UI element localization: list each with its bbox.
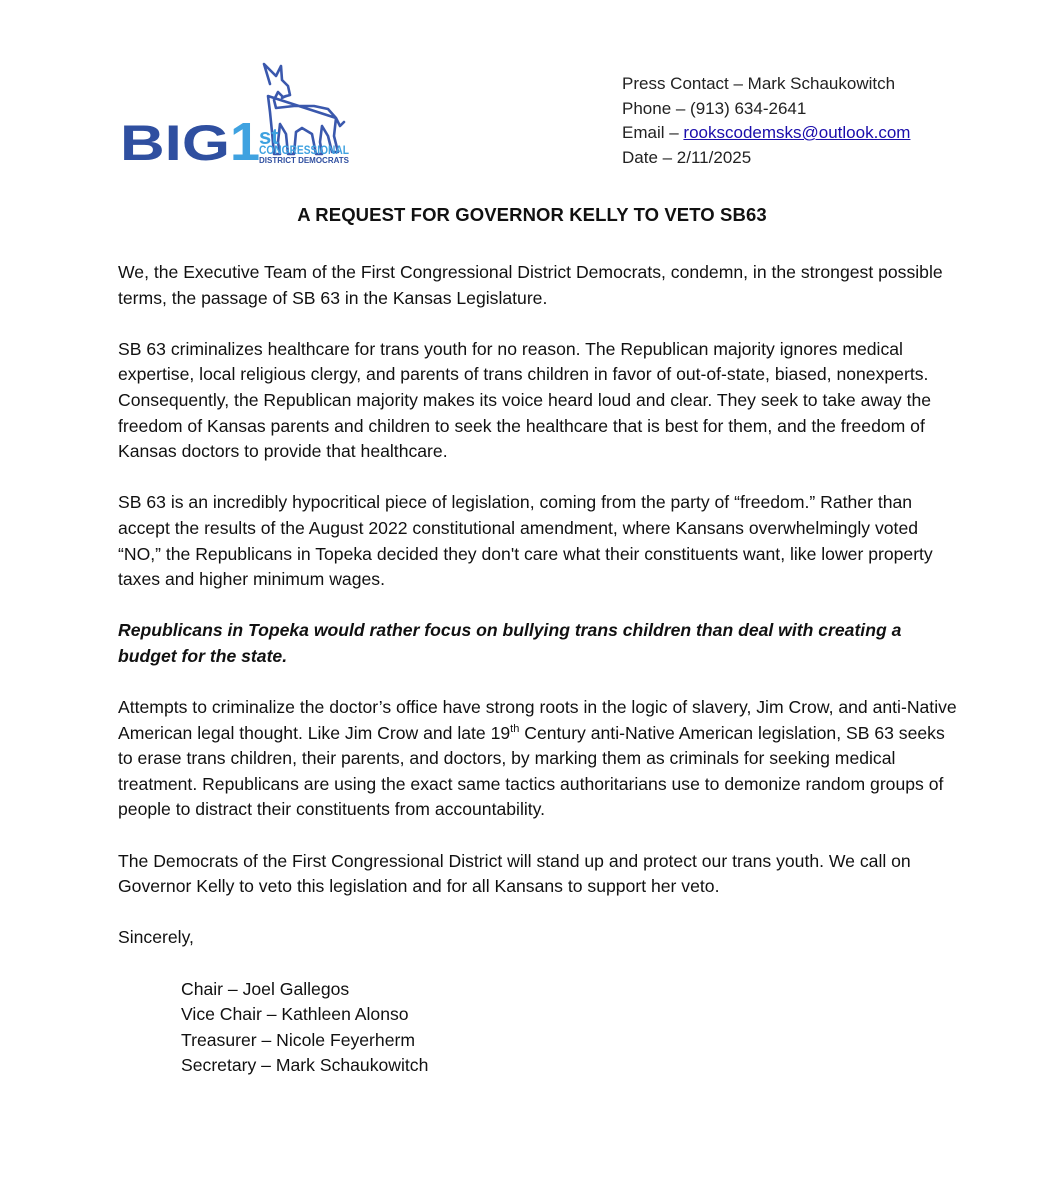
officer-secretary: Secretary – Mark Schaukowitch bbox=[181, 1055, 429, 1076]
paragraph-hypocritical: SB 63 is an incredibly hypocritical piece of legislation, coming from the party of “freedom.” Rather than accept the results of the August 2022 constitutional amendment, where Kansans overwhelmingly voted “NO,” the Republicans in Topeka decided they don't care what their constituents want, like lower property taxes and higher minimum wages. bbox=[118, 492, 933, 590]
paragraph-historical-roots bbox=[118, 695, 958, 823]
officer-vice-chair: Vice Chair – Kathleen Alonso bbox=[181, 1004, 409, 1025]
signoff: Sincerely, bbox=[118, 927, 194, 948]
logo-one-text: 1 bbox=[230, 112, 261, 172]
date-line: Date – 2/11/2025 bbox=[622, 147, 752, 167]
officer-treasurer: Treasurer – Nicole Feyerherm bbox=[181, 1029, 416, 1050]
ordinal-suffix: th bbox=[510, 722, 520, 735]
press-contact-line: Press Contact – Mark Schaukowitch bbox=[622, 74, 896, 93]
email-line bbox=[622, 121, 910, 146]
logo-big-text: BIG bbox=[120, 115, 230, 171]
paragraph-historical-roots-part1: Attempts to criminalize the doctor’s office have strong roots in the logic of slavery, Jim Crow, and anti-Native American legal thought. Like Jim Crow and late 19 bbox=[118, 697, 957, 743]
document-title: A REQUEST FOR GOVERNOR KELLY TO VETO SB63 bbox=[297, 204, 767, 225]
logo-congressional-text: CONGRESSIONAL bbox=[259, 145, 349, 157]
paragraph-historical-roots-part2: Century anti-Native American legislation, SB 63 seeks to erase trans children, their parents, and doctors, by marking them as criminals for seeking medical treatment. Republicans are using the exact same tactics authoritarians use to demonize random groups of people to distract their constituents from accountability. bbox=[118, 722, 945, 820]
paragraph-criminalizes: SB 63 criminalizes healthcare for trans youth for no reason. The Republican majority ignores medical expertise, local religious clergy, and parents of trans children in favor of out-of-state, biased, nonexperts. Consequently, the Republican majority makes its voice heard loud and clear. They seek to take away the freedom of Kansas parents and children to seek the healthcare that is best for them, and the freedom of Kansas doctors to provide that healthcare. bbox=[118, 338, 932, 462]
press-contact-block bbox=[622, 72, 910, 170]
document-body bbox=[118, 260, 958, 1079]
officer-chair: Chair – Joel Gallegos bbox=[181, 978, 350, 999]
paragraph-call-to-veto: The Democrats of the First Congressional District will stand up and protect our trans youth. We call on Governor Kelly to veto this legislation and for all Kansans to support her veto. bbox=[118, 850, 911, 897]
paragraph-emphasis: Republicans in Topeka would rather focus on bullying trans children than deal with creating a budget for the state. bbox=[118, 620, 902, 666]
paragraph-condemnation: We, the Executive Team of the First Congressional District Democrats, condemn, in the strongest possible terms, the passage of SB 63 in the Kansas Legislature. bbox=[118, 262, 943, 308]
logo-district-democrats-text: DISTRICT DEMOCRATS bbox=[259, 156, 350, 165]
logo-st-text: st bbox=[259, 124, 279, 149]
phone-line: Phone – (913) 634-2641 bbox=[622, 98, 807, 118]
big-1st-logo bbox=[118, 62, 358, 172]
email-label: Email – bbox=[622, 123, 684, 142]
email-link[interactable]: rookscodemsks@outlook.com bbox=[683, 123, 911, 142]
officers-list bbox=[118, 977, 958, 1079]
